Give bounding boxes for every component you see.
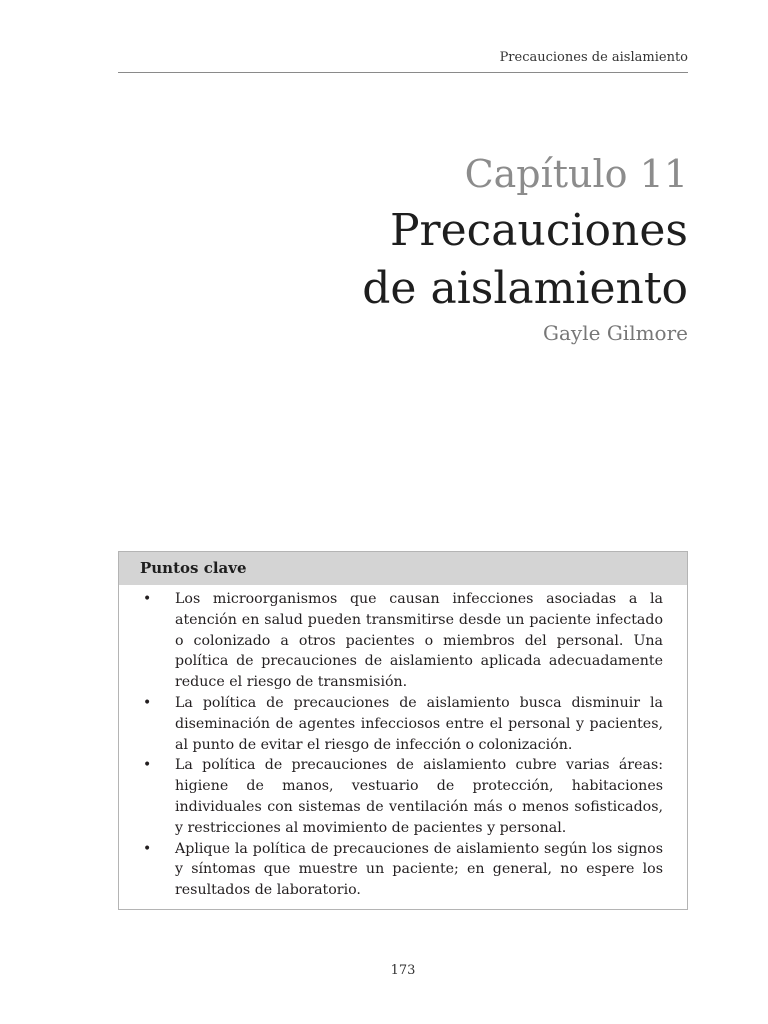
chapter-title-line-1: Precauciones (389, 205, 688, 256)
key-point-text: Los microorganismos que causan infecciones asociadas a la atención en salud pueden transmitirse desde un paciente infectado o colonizado a otros pacientes o miembros del personal. Una política de precauciones de aislamiento aplicada adecuadamente reduce el riesgo de transmisión. (175, 591, 663, 691)
key-point-item (119, 693, 663, 755)
key-points-heading: Puntos clave (119, 552, 687, 585)
key-points-list (119, 585, 687, 909)
key-point-item (119, 589, 663, 693)
chapter-title-line-2: de aislamiento (362, 263, 688, 314)
header-rule (118, 72, 688, 73)
bullet-icon: • (143, 591, 152, 607)
key-point-item (119, 839, 663, 901)
chapter-title (118, 202, 688, 318)
chapter-label: Capítulo 11 (464, 152, 688, 196)
key-point-item (119, 755, 663, 838)
chapter-author: Gayle Gilmore (543, 321, 688, 345)
key-point-text: La política de precauciones de aislamiento cubre varias áreas: higiene de manos, vestuario de protección, habitaciones individuales con sistemas de ventilación más o menos sofisticados, y restricciones al movimiento de pacientes y personal. (175, 757, 663, 836)
chapter-heading (118, 150, 688, 346)
bullet-icon: • (143, 757, 152, 774)
bullet-icon: • (143, 840, 152, 857)
running-head: Precauciones de aislamiento (499, 50, 688, 65)
page-number: 173 (390, 963, 416, 978)
bullet-icon: • (143, 694, 152, 711)
key-points-box (118, 551, 688, 910)
key-point-text: Aplique la política de precauciones de aislamiento según los signos y síntomas que muestre un paciente; en general, no espere los resultados de laboratorio. (175, 840, 663, 899)
key-point-text: La política de precauciones de aislamiento busca disminuir la diseminación de agentes infecciosos entre el personal y pacientes, al punto de evitar el riesgo de infección o colonización. (175, 694, 663, 753)
